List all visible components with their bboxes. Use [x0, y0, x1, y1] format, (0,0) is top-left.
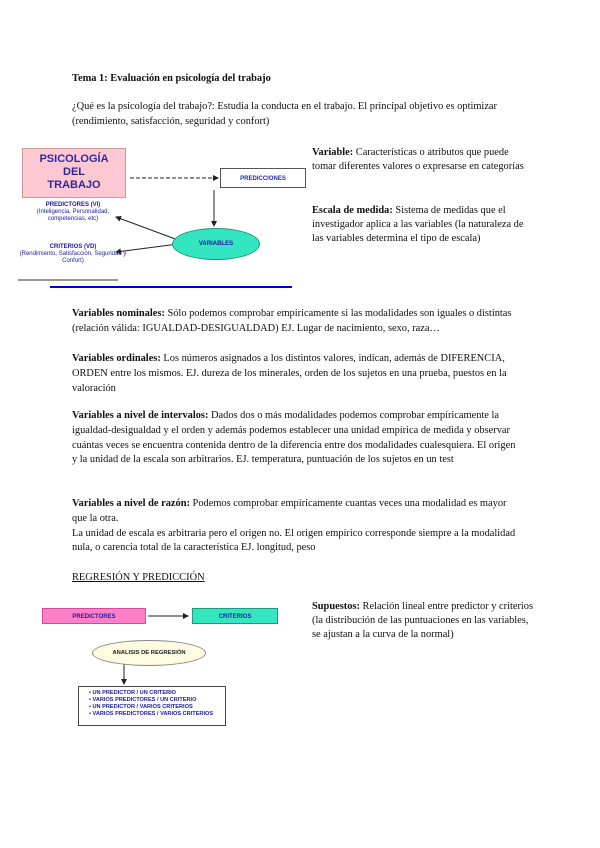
nominales-paragraph: Variables nominales: Sólo podemos comprobar empíricamente si las modalidades son iguales o distintas (relación válida: IGUALDAD-DESIGUALDAD) EJ. Lugar de nacimiento, sexo, raza…	[72, 308, 512, 334]
predictores-label: PREDICTORES (VI) (Inteligencia, Personalidad, competencias, etc)	[36, 202, 110, 222]
predicciones-box: PREDICCIONES	[220, 168, 306, 188]
list-item: • UN PREDICTOR / UN CRITERIO	[89, 690, 177, 696]
psychology-diagram	[18, 148, 308, 290]
criterios-box: CRITERIOS	[192, 608, 278, 624]
list-item: • UN PREDICTOR / VARIOS CRITERIOS	[89, 704, 193, 710]
document-title: Tema 1: Evaluación en psicología del trabajo	[72, 73, 271, 84]
variables-ellipse: VARIABLES	[172, 228, 260, 260]
supuestos-definition: Supuestos: Relación lineal entre predictor y criterios (la distribución de las puntuaciones en las variables, se ajustan a la curva de la normal)	[312, 601, 534, 640]
ordinales-paragraph: Variables ordinales: Los números asignados a los distintos valores, indican, además de DIFERENCIA, ORDEN entre los mismos. EJ. dureza de los minerales, orden de los sujetos en una prueba, puestos en la valoración	[72, 353, 507, 394]
escala-definition: Escala de medida: Sistema de medidas que el investigador aplica a las variables (la naturaleza de las variables determina el tipo de escala)	[312, 205, 524, 244]
razon-paragraph: Variables a nivel de razón: Podemos comprobar empíricamente cuantas veces una modalidad es mayor que la otra. La unidad de escala es arbitraria pero el origen no. El origen empírico corresponde siempre a la modalidad nula, o carencia total de la característica EJ. longitud, peso	[72, 498, 516, 554]
list-item: • VARIOS PREDICTORES / VARIOS CRITERIOS	[89, 711, 214, 717]
criterios-label: CRITERIOS (VD) (Rendimiento, Satisfacción, Seguridad y Confort)	[19, 244, 127, 264]
analisis-ellipse: ANALISIS DE REGRESIÓN	[92, 640, 206, 666]
intro-paragraph: ¿Qué es la psicología del trabajo?: Estudia la conducta en el trabajo. El principal objetivo es optimizar (rendimiento, satisfacción, seguridad y confort)	[72, 101, 498, 127]
regression-diagram	[40, 600, 310, 730]
intervalos-paragraph: Variables a nivel de intervalos: Dados dos o más modalidades podemos comprobar empíricamente la igualdad-desigualdad y el orden y además podemos establecer una unidad empírica de medida y observar cuántas veces se encuentra contenida dentro de la diferencia entre dos modalidades cualesquiera. El origen y la unidad de la escala son arbitrarios. EJ. temperatura, puntuación de los sujetos en un test	[72, 410, 516, 466]
variable-definition: Variable: Características o atributos que puede tomar diferentes valores o expresarse en categorías	[312, 147, 524, 172]
blue-divider	[50, 286, 292, 288]
regression-cases-list	[78, 686, 226, 726]
predictores-box: PREDICTORES	[42, 608, 146, 624]
section-heading: REGRESIÓN Y PREDICCIÓN	[72, 572, 205, 583]
psicologia-box: PSICOLOGÍA DEL TRABAJO	[22, 148, 126, 198]
list-item: • VARIOS PREDICTORES / UN CRITERIO	[89, 697, 197, 703]
